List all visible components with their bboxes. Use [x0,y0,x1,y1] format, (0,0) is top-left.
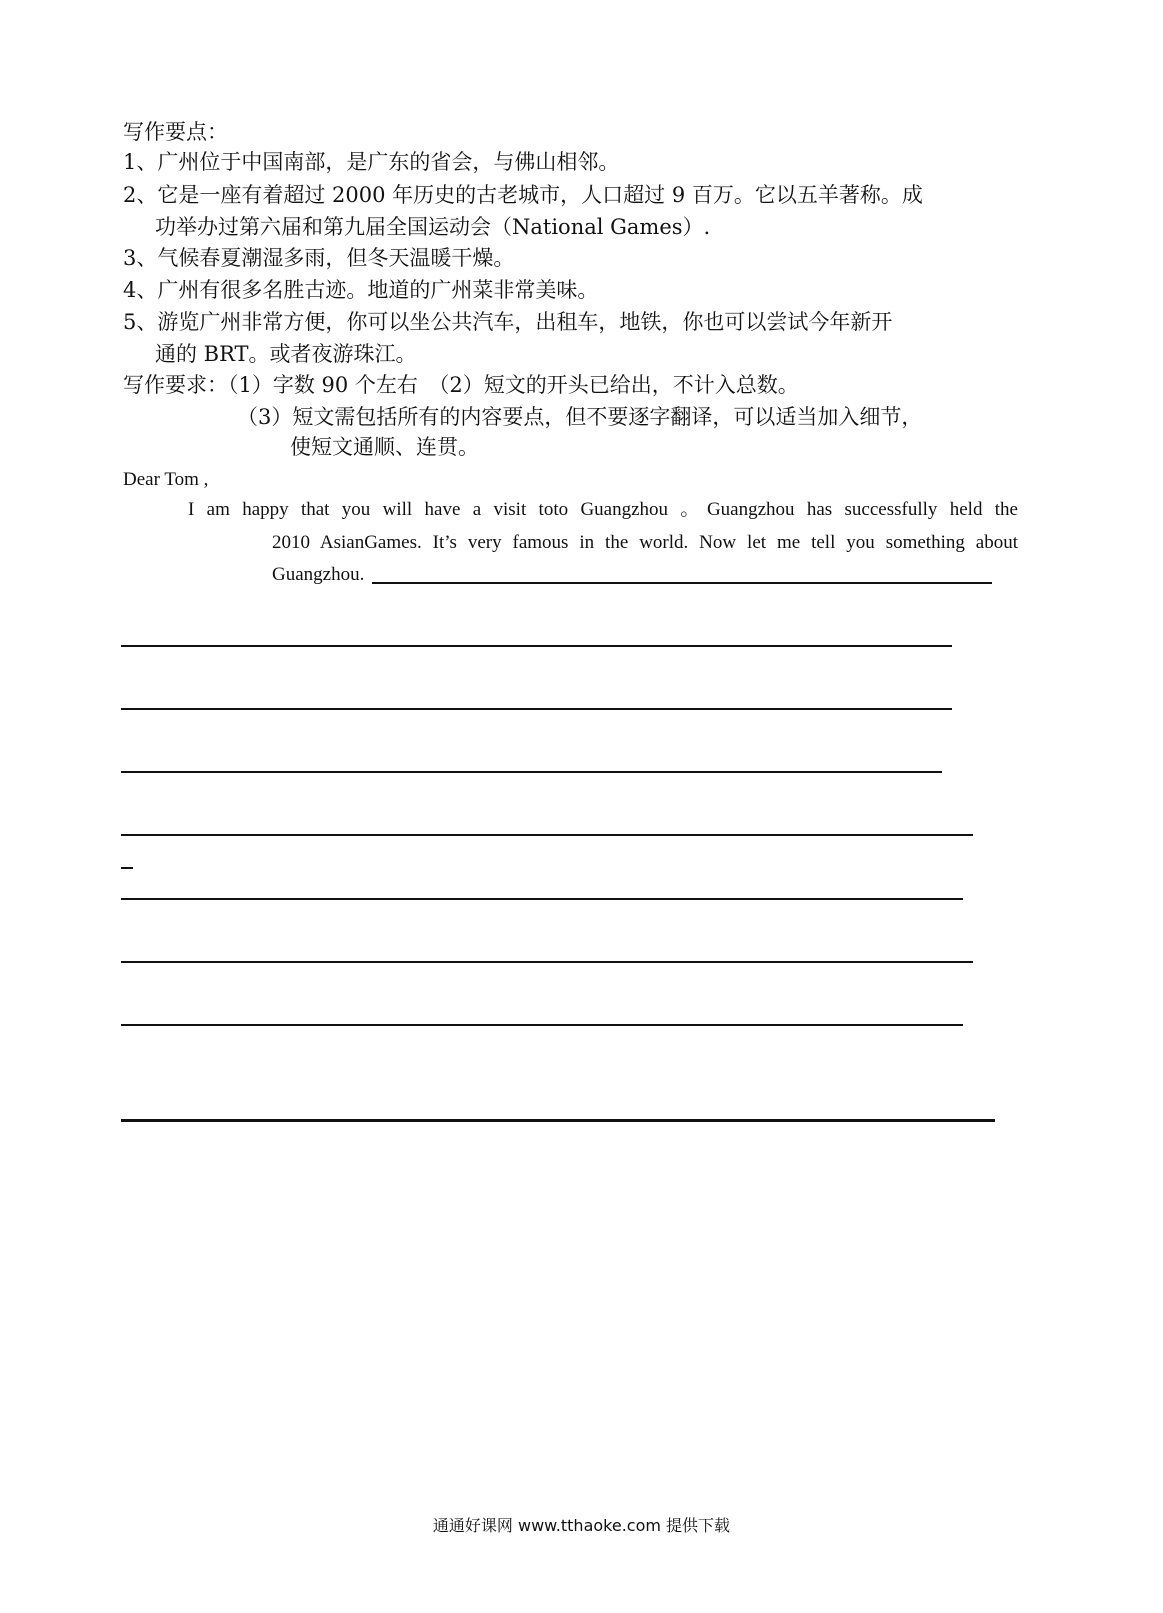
answer-line-3[interactable] [121,771,942,773]
point-3: 3、气候春夏潮湿多雨，但冬天温暖干燥。 [123,246,515,270]
point-2: 2、它是一座有着超过 2000 年历史的古老城市，人口超过 9 百万。它以五羊著称。成 [123,183,923,207]
answer-line-inline[interactable] [372,582,992,584]
point-2-continued: 功举办过第六届和第九届全国运动会（National Games）. [155,215,711,239]
point-4: 4、广州有很多名胜古迹。地道的广州菜非常美味。 [123,278,599,302]
letter-line-3: Guangzhou. [272,564,365,585]
requirements-line-2: （3）短文需包括所有的内容要点，但不要逐字翻译，可以适当加入细节， [237,405,923,429]
footer-credit: 通通好课网 www.tthaoke.com 提供下载 [432,1516,731,1535]
answer-line-1[interactable] [121,645,952,647]
instructions-heading: 写作要点： [123,120,228,144]
answer-line-8[interactable] [121,1119,995,1122]
requirements-line-3: 使短文通顺、连贯。 [290,435,479,459]
point-5-continued: 通的 BRT。或者夜游珠江。 [155,342,417,366]
stray-dash [121,867,133,869]
point-1: 1、广州位于中国南部，是广东的省会，与佛山相邻。 [123,150,620,174]
answer-line-2[interactable] [121,708,952,710]
letter-line-2: 2010 AsianGames. It’s very famous in the world. Now let me tell you something about [272,532,1018,553]
answer-line-5[interactable] [121,898,963,900]
point-5: 5、游览广州非常方便，你可以坐公共汽车，出租车，地铁，你也可以尝试今年新开 [123,310,893,334]
answer-line-4[interactable] [121,834,973,836]
answer-line-7[interactable] [121,1024,963,1026]
requirements-line-1: 写作要求：（1）字数 90 个左右 （2）短文的开头已给出，不计入总数。 [123,373,799,397]
letter-salutation: Dear Tom , [123,469,209,490]
answer-line-6[interactable] [121,961,973,963]
letter-line-1: I am happy that you will have a visit toto Guangzhou 。Guangzhou has successfully held the [188,499,1018,520]
